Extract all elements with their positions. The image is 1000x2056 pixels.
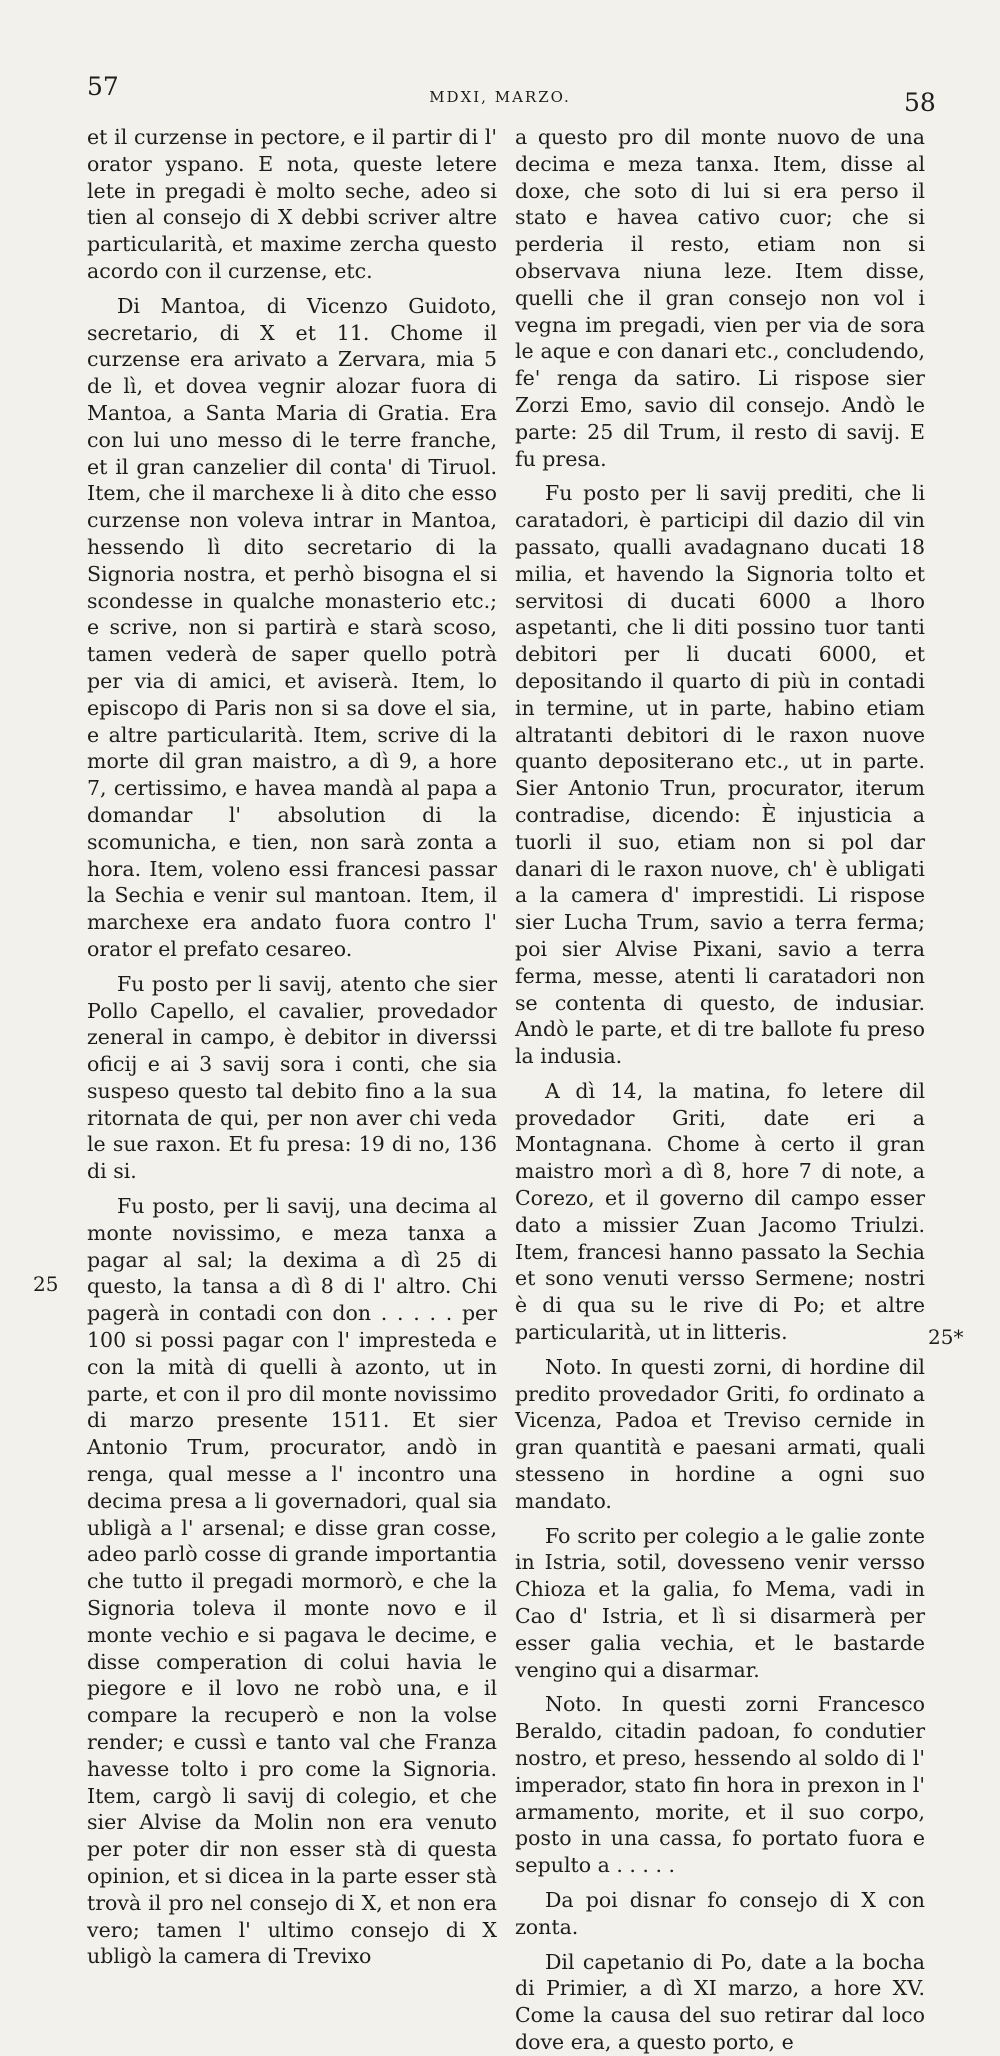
paragraph: Dil capetanio di Po, date a la bocha di Primier, a dì XI marzo, a hore XV. Come la causa del suo retirar dal loco dove era, a questo porto, e xyxy=(515,1949,925,2054)
paragraph: a questo pro dil monte nuovo de una decima e meza tanxa. Item, disse al doxe, che soto di lui si era perso il stato e havea cativo cuor; che si perderia il resto, etiam non si observava niuna leze. Item disse, quelli che il gran consejo non vol i vegna im pregadi, vien per via de sora le aque e con danari etc., concludendo, fe' renga da satiro. Li rispose sier Zorzi Emo, savio dil consejo. Andò le parte: 25 dil Trum, il resto di savij. E fu presa. xyxy=(515,125,925,471)
left-column xyxy=(87,124,497,1970)
page-number-right: 58 xyxy=(904,88,936,117)
running-header: MDXI, MARZO. xyxy=(429,88,571,106)
paragraph: Fo scrito per colegio a le galie zonte in Istria, sotil, dovesseno venir versso Chioza et la galia, fo Mema, vadi in Cao d' Istria, et lì si disarmerà per esser galia vechia, et le bastarde vengino qui a disarmar. xyxy=(515,1523,925,1682)
paragraph: Fu posto per li savij, atento che sier Pollo Capello, el cavalier, provedador zeneral in campo, è debitor in diverssi oficij e ai 3 savij sora i conti, che sia suspeso questo tal debito fino a la sua ritornata de qui, per non aver chi veda le sue raxon. Et fu presa: 19 di no, 136 di si. xyxy=(87,971,497,1184)
paragraph: Fu posto per li savij prediti, che li caratadori, è participi dil dazio dil vin passato, qualli avadagnano ducati 18 milia, et havendo la Signoria tolto et servitosi di ducati 6000 a lhoro aspetanti, che li diti possino tuor tanti debitori per li ducati 6000, et depositando il quarto di più in contadi in termine, ut in parte, habino etiam altratanti debitori di le raxon nuove quanto depositerano etc., ut in parte. Sier Antonio Trun, procurator, iterum contradise, dicendo: È injusticia a tuorli il suo, etiam non si pol dar danari di le raxon nuove, ch' è ubligati a la camera d' imprestidi. Li rispose sier Lucha Trum, savio a terra ferma; poi sier Alvise Pixani, savio a terra ferma, messe, atenti li caratadori non se contenta di questo, de indusiar. Andò le parte, et di tre ballote fu preso la indusia. xyxy=(515,481,925,1069)
paragraph: Da poi disnar fo consejo di X con zonta. xyxy=(515,1888,925,1939)
paragraph: et il curzense in pectore, e il partir di l' orator yspano. E nota, queste letere lete in pregadi è molto seche, adeo si tien al consejo di X debbi scriver altre particularità, et maxime zercha questo acordo con il curzense, etc. xyxy=(87,125,497,283)
paragraph: Di Mantoa, di Vicenzo Guidoto, secretario, di X et 11. Chome il curzense era arivato a Zervara, mia 5 de lì, et dovea vegnir alozar fuora di Mantoa, a Santa Maria di Gratia. Era con lui uno messo di le terre franche, et il gran canzelier dil conta' di Tiruol. Item, che il marchexe li à dito che esso curzense non voleva intrar in Mantoa, hessendo lì dito secretario di la Signoria nostra, et perhò bisogna el si scondesse in qualche monasterio etc.; e scrive, non si partirà e starà scoso, tamen vederà de saper quello potrà per via di amici, et aviserà. Item, lo episcopo di Paris non si sa dove el sia, e altre particularità. Item, scrive di la morte dil gran maistro, a dì 9, a hore 7, certissimo, e havea mandà al papa a domandar l' absolution di la scomunicha, e tien, non sarà zonta a hora. Item, voleno essi francesi passar la Sechia e venir sul mantoan. Item, il marchexe era andato fuora contro l' orator el prefato cesareo. xyxy=(87,293,497,961)
paragraph: Noto. In questi zorni Francesco Beraldo, citadin padoan, fo condutier nostro, et preso, hessendo al soldo di l' imperador, stato fin hora in prexon in l' armamento, morite, et il suo corpo, posto in una cassa, fo portato fuora e sepulto a . . . . . xyxy=(515,1692,925,1878)
margin-number-left: 25 xyxy=(33,1272,59,1296)
paragraph: Fu posto, per li savij, una decima al monte novissimo, e meza tanxa a pagar al sal; la dexima a dì 25 di questo, la tansa a dì 8 di l' altro. Chi pagerà in contadi con don . . . . . per 100 si possi pagar con l' impresteda e con la mità di quelli à azonto, ut in parte, et con il pro dil monte novissimo di marzo presente 1511. Et sier Antonio Trum, procurator, andò in renga, qual messe a l' incontro una decima presa a li governadori, qual sia ubligà a l' arsenal; e disse gran cosse, adeo parlò cosse di grande importantia che tutto il pregadi mormorò, e che la Signoria toleva il monte novo e il monte vechio e si pagava le decime, e disse comperation di colui havia le piegore e il lovo ne robò una, e il compare la recuperò e non la volse render; e cussì e tanto val che Franza havesse tolto i pro come la Signoria. Item, cargò li savij di colegio, et che sier Alvise da Molin non era venuto per poter dir non esser stà di questa opinion, et si dicea in la parte esser stà trovà il pro nel consejo di X, et non era vero; tamen l' ultimo consejo di X ubligò la camera di Trevixo xyxy=(87,1194,497,1969)
page-number-left: 57 xyxy=(87,72,119,101)
paragraph: Noto. In questi zorni, di hordine dil predito provedador Griti, fo ordinato a Vicenza, Padoa et Treviso cernide in gran quantità e paesani armati, quali stesseno in hordine a ogni suo mandato. xyxy=(515,1354,925,1513)
right-column xyxy=(515,124,925,2056)
margin-number-right: 25* xyxy=(928,1325,964,1349)
paragraph: A dì 14, la matina, fo letere dil provedador Griti, date eri a Montagnana. Chome à certo il gran maistro morì a dì 8, hore 7 di note, a Corezo, et il governo dil campo esser dato a missier Zuan Jacomo Triulzi. Item, francesi hanno passato la Sechia et sono venuti versso Sermene; nostri è di qua su le rive di Po; et altre particularità, ut in litteris. xyxy=(515,1078,925,1345)
